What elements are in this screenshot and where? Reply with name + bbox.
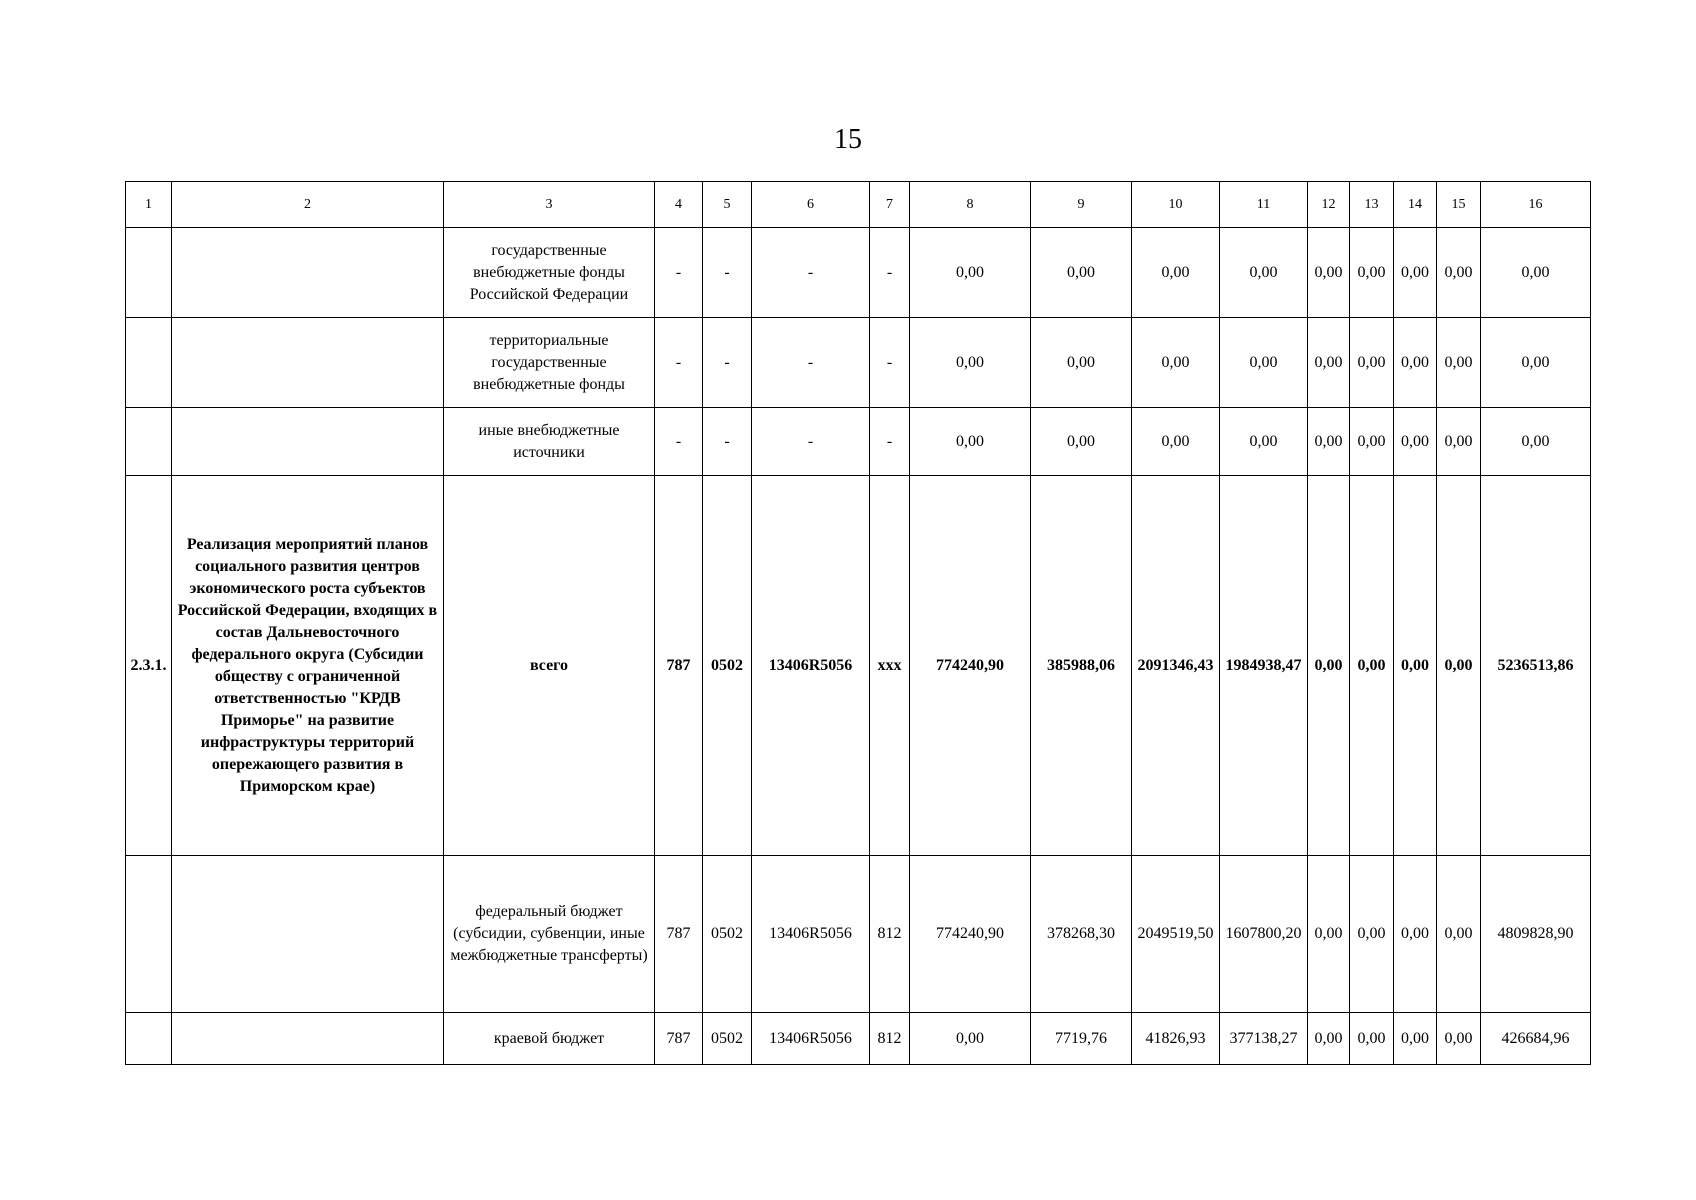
activity-name-cell: Реализация мероприятий планов социального развития центров экономического роста субъектов Российской Федерации, входящих в состав Дальневосточного федерального округа (Субсидии обществу с ограниченной ответственностью "КРДВ Приморье" на развитие инфраструктуры территорий опережающего развития в Приморском крае) xyxy=(172,476,444,856)
column-header: 6 xyxy=(752,182,870,228)
amount-cell: 378268,30 xyxy=(1031,856,1132,1013)
amount-cell: 377138,27 xyxy=(1220,1013,1308,1065)
budget-table xyxy=(125,181,1591,1065)
column-header: 16 xyxy=(1481,182,1591,228)
amount-cell: 0,00 xyxy=(910,228,1031,318)
target-article-cell: 13406R5056 xyxy=(752,856,870,1013)
funding-source-cell: всего xyxy=(444,476,655,856)
section-code-cell: 0502 xyxy=(703,856,752,1013)
amount-cell: 0,00 xyxy=(1350,408,1394,476)
column-header: 8 xyxy=(910,182,1031,228)
amount-cell: 0,00 xyxy=(1308,476,1350,856)
column-header: 9 xyxy=(1031,182,1132,228)
amount-cell: 0,00 xyxy=(1031,228,1132,318)
total-cell: 5236513,86 xyxy=(1481,476,1591,856)
section-code-cell: 0502 xyxy=(703,476,752,856)
total-cell: 0,00 xyxy=(1481,408,1591,476)
expense-type-cell: - xyxy=(870,228,910,318)
section-code-cell: - xyxy=(703,408,752,476)
amount-cell: 0,00 xyxy=(1220,318,1308,408)
amount-cell: 1607800,20 xyxy=(1220,856,1308,1013)
amount-cell: 0,00 xyxy=(910,318,1031,408)
funding-source-cell: краевой бюджет xyxy=(444,1013,655,1065)
amount-cell: 0,00 xyxy=(1394,318,1437,408)
amount-cell: 0,00 xyxy=(1308,856,1350,1013)
amount-cell: 0,00 xyxy=(1437,318,1481,408)
activity-name-cell xyxy=(172,856,444,1013)
table-row xyxy=(126,476,1591,856)
amount-cell: 0,00 xyxy=(1394,856,1437,1013)
amount-cell: 0,00 xyxy=(1031,408,1132,476)
amount-cell: 0,00 xyxy=(1394,1013,1437,1065)
amount-cell: 0,00 xyxy=(1220,408,1308,476)
amount-cell: 2091346,43 xyxy=(1132,476,1220,856)
grbs-code-cell: 787 xyxy=(655,476,703,856)
column-header: 11 xyxy=(1220,182,1308,228)
activity-name-cell xyxy=(172,228,444,318)
amount-cell: 0,00 xyxy=(1132,318,1220,408)
total-cell: 426684,96 xyxy=(1481,1013,1591,1065)
column-header: 12 xyxy=(1308,182,1350,228)
amount-cell: 0,00 xyxy=(1437,408,1481,476)
column-header: 15 xyxy=(1437,182,1481,228)
section-code-cell: - xyxy=(703,318,752,408)
row-number-cell xyxy=(126,228,172,318)
funding-source-cell: государственные внебюджетные фонды Российской Федерации xyxy=(444,228,655,318)
grbs-code-cell: 787 xyxy=(655,1013,703,1065)
target-article-cell: 13406R5056 xyxy=(752,1013,870,1065)
target-article-cell: - xyxy=(752,228,870,318)
total-cell: 0,00 xyxy=(1481,318,1591,408)
total-cell: 0,00 xyxy=(1481,228,1591,318)
table-row xyxy=(126,228,1591,318)
funding-source-cell: территориальные государственные внебюджетные фонды xyxy=(444,318,655,408)
funding-source-cell: федеральный бюджет (субсидии, субвенции, иные межбюджетные трансферты) xyxy=(444,856,655,1013)
amount-cell: 0,00 xyxy=(1308,228,1350,318)
amount-cell: 0,00 xyxy=(1350,856,1394,1013)
amount-cell: 0,00 xyxy=(1350,318,1394,408)
grbs-code-cell: - xyxy=(655,318,703,408)
column-header: 10 xyxy=(1132,182,1220,228)
amount-cell: 0,00 xyxy=(1437,476,1481,856)
column-header: 1 xyxy=(126,182,172,228)
amount-cell: 0,00 xyxy=(1437,856,1481,1013)
page-number: 15 xyxy=(834,124,862,155)
amount-cell: 0,00 xyxy=(1308,408,1350,476)
grbs-code-cell: - xyxy=(655,408,703,476)
funding-source-cell: иные внебюджетные источники xyxy=(444,408,655,476)
amount-cell: 0,00 xyxy=(1308,318,1350,408)
amount-cell: 0,00 xyxy=(1394,228,1437,318)
column-header: 14 xyxy=(1394,182,1437,228)
amount-cell: 774240,90 xyxy=(910,856,1031,1013)
amount-cell: 0,00 xyxy=(1350,1013,1394,1065)
column-header: 2 xyxy=(172,182,444,228)
amount-cell: 7719,76 xyxy=(1031,1013,1132,1065)
table-row xyxy=(126,856,1591,1013)
row-number-cell xyxy=(126,408,172,476)
grbs-code-cell: - xyxy=(655,228,703,318)
total-cell: 4809828,90 xyxy=(1481,856,1591,1013)
column-header: 5 xyxy=(703,182,752,228)
column-header: 7 xyxy=(870,182,910,228)
amount-cell: 2049519,50 xyxy=(1132,856,1220,1013)
expense-type-cell: 812 xyxy=(870,1013,910,1065)
amount-cell: 0,00 xyxy=(1308,1013,1350,1065)
amount-cell: 0,00 xyxy=(1220,228,1308,318)
amount-cell: 0,00 xyxy=(1394,408,1437,476)
amount-cell: 774240,90 xyxy=(910,476,1031,856)
target-article-cell: 13406R5056 xyxy=(752,476,870,856)
table-header-row xyxy=(126,182,1591,228)
amount-cell: 0,00 xyxy=(1437,1013,1481,1065)
section-code-cell: 0502 xyxy=(703,1013,752,1065)
amount-cell: 0,00 xyxy=(1031,318,1132,408)
amount-cell: 0,00 xyxy=(1394,476,1437,856)
activity-name-cell xyxy=(172,318,444,408)
table-row xyxy=(126,1013,1591,1065)
amount-cell: 0,00 xyxy=(1350,228,1394,318)
activity-name-cell xyxy=(172,1013,444,1065)
table-row xyxy=(126,408,1591,476)
row-number-cell xyxy=(126,856,172,1013)
expense-type-cell: - xyxy=(870,408,910,476)
row-number-cell: 2.3.1. xyxy=(126,476,172,856)
column-header: 3 xyxy=(444,182,655,228)
row-number-cell xyxy=(126,1013,172,1065)
amount-cell: 0,00 xyxy=(910,408,1031,476)
expense-type-cell: ххх xyxy=(870,476,910,856)
expense-type-cell: 812 xyxy=(870,856,910,1013)
amount-cell: 0,00 xyxy=(1437,228,1481,318)
amount-cell: 41826,93 xyxy=(1132,1013,1220,1065)
target-article-cell: - xyxy=(752,318,870,408)
grbs-code-cell: 787 xyxy=(655,856,703,1013)
amount-cell: 1984938,47 xyxy=(1220,476,1308,856)
table-row xyxy=(126,318,1591,408)
column-header: 13 xyxy=(1350,182,1394,228)
row-number-cell xyxy=(126,318,172,408)
amount-cell: 0,00 xyxy=(1132,408,1220,476)
expense-type-cell: - xyxy=(870,318,910,408)
target-article-cell: - xyxy=(752,408,870,476)
amount-cell: 0,00 xyxy=(1132,228,1220,318)
amount-cell: 385988,06 xyxy=(1031,476,1132,856)
section-code-cell: - xyxy=(703,228,752,318)
amount-cell: 0,00 xyxy=(910,1013,1031,1065)
activity-name-cell xyxy=(172,408,444,476)
amount-cell: 0,00 xyxy=(1350,476,1394,856)
column-header: 4 xyxy=(655,182,703,228)
